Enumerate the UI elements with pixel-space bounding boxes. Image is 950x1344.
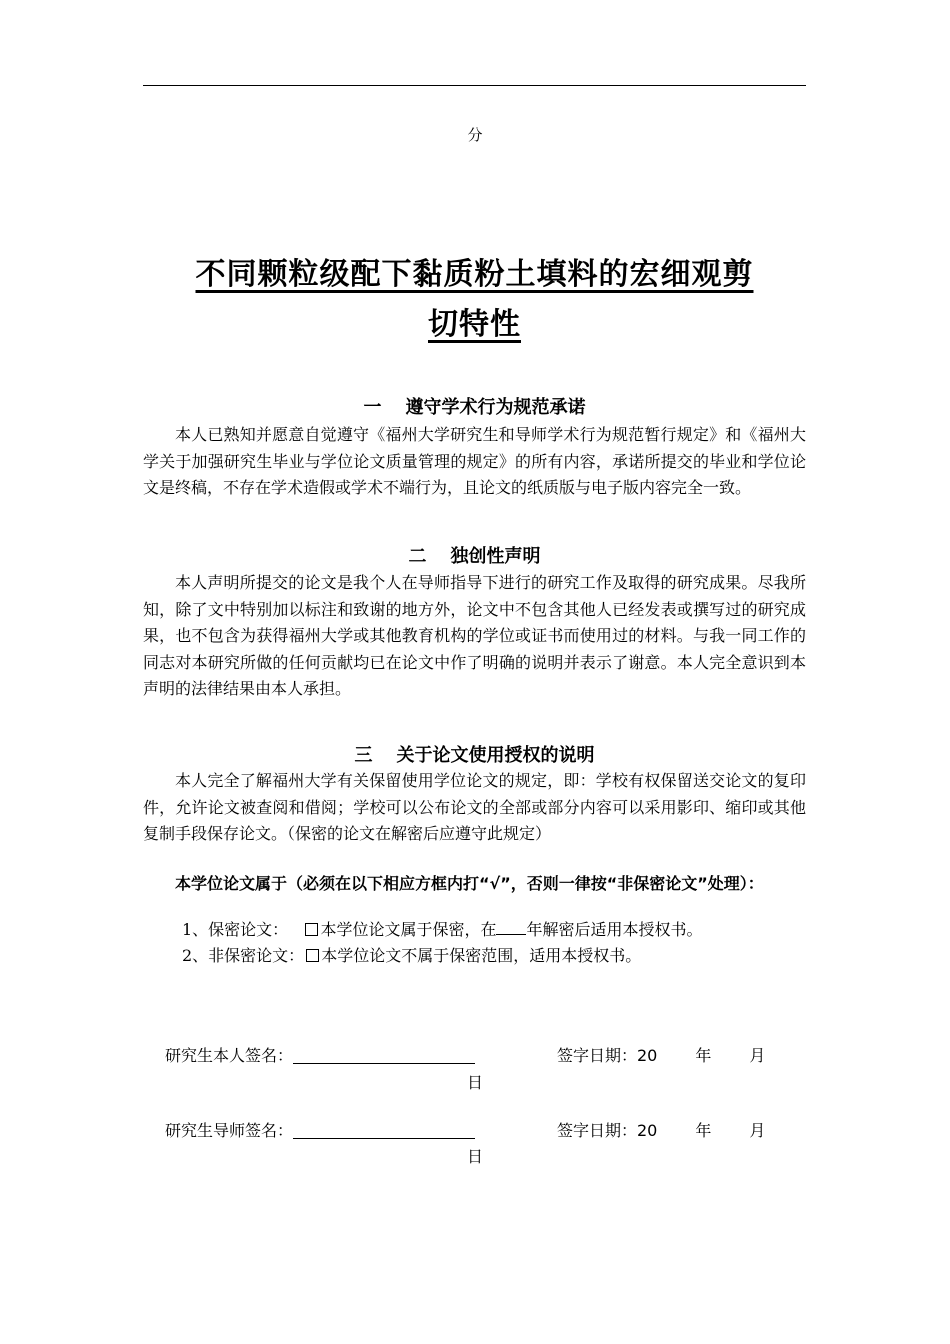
advisor-signature-label: 研究生导师签名： [165,1121,294,1140]
student-date-month: 月 [749,1046,766,1065]
student-signature-label: 研究生本人签名： [165,1046,294,1065]
section-3-title: 关于论文使用授权的说明 [396,745,595,766]
decrypt-year-blank[interactable] [496,920,526,935]
section-1-number: 一 [363,397,382,418]
thesis-title [143,250,806,350]
section-1-heading [143,396,806,420]
student-sign-date [557,1044,765,1068]
section-3-number: 三 [354,745,373,766]
nonconfidential-checkbox[interactable] [306,949,319,962]
student-date-label: 签字日期：20 [557,1046,658,1065]
section-1-title: 遵守学术行为规范承诺 [405,397,586,418]
option-nonconfidential [182,943,641,969]
option-1-text-a: 本学位论文属于保密，在 [320,920,497,939]
section-2-title: 独创性声明 [450,546,541,567]
student-date-year: 年 [695,1046,712,1065]
license-instruction: 本学位论文属于（必须在以下相应方框内打“√”，否则一律按“非保密论文”处理）： [175,874,764,893]
option-1-prefix: 1、保密论文： [182,920,289,939]
advisor-signature-line[interactable] [293,1122,475,1139]
option-confidential [182,917,702,943]
advisor-date-label: 签字日期：20 [557,1121,658,1140]
option-2-prefix: 2、非保密论文： [182,946,305,965]
advisor-sign-date [557,1119,765,1143]
section-2-number: 二 [408,546,427,567]
option-2-text: 本学位论文不属于保密范围，适用本授权书。 [321,946,642,965]
student-date-day: 日 [467,1073,484,1092]
title-line-1: 不同颗粒级配下黏质粉土填料的宏细观剪 [195,257,754,292]
section-3-body: 本人完全了解福州大学有关保留使用学位论文的规定，即：学校有权保留送交论文的复印件，允许论文被查阅和借阅；学校可以公布论文的全部或部分内容可以采用影印、缩印或其他复制手段保存论文。（保密的论文在解密后应遵守此规定） [143,771,806,843]
section-2-body: 本人声明所提交的论文是我个人在导师指导下进行的研究工作及取得的研究成果。尽我所知，除了文中特别加以标注和致谢的地方外，论文中不包含其他人已经发表或撰写过的研究成果，也不包含为获得福州大学或其他教育机构的学位或证书而使用过的材料。与我一同工作的同志对本研究所做的任何贡献均已在论文中作了明确的说明并表示了谢意。本人完全意识到本声明的法律结果由本人承担。 [143,573,806,698]
title-line-2: 切特性 [428,307,521,342]
confidential-checkbox[interactable] [305,923,318,936]
advisor-signature [165,1119,475,1143]
student-signature [165,1044,475,1068]
advisor-date-year: 年 [695,1121,712,1140]
section-2-heading [143,545,806,569]
advisor-date-day: 日 [467,1147,484,1166]
advisor-date-month: 月 [749,1121,766,1140]
option-1-text-b: 年解密后适用本授权书。 [526,920,703,939]
student-signature-line[interactable] [293,1047,475,1064]
section-3-heading [143,744,806,768]
header-mark: 分 [467,126,483,144]
header-rule [143,85,806,86]
section-1-body: 本人已熟知并愿意自觉遵守《福州大学研究生和导师学术行为规范暂行规定》和《福州大学关于加强研究生毕业与学位论文质量管理的规定》的所有内容，承诺所提交的毕业和学位论文是终稿，不存在学术造假或学术不端行为，且论文的纸质版与电子版内容完全一致。 [143,425,806,497]
